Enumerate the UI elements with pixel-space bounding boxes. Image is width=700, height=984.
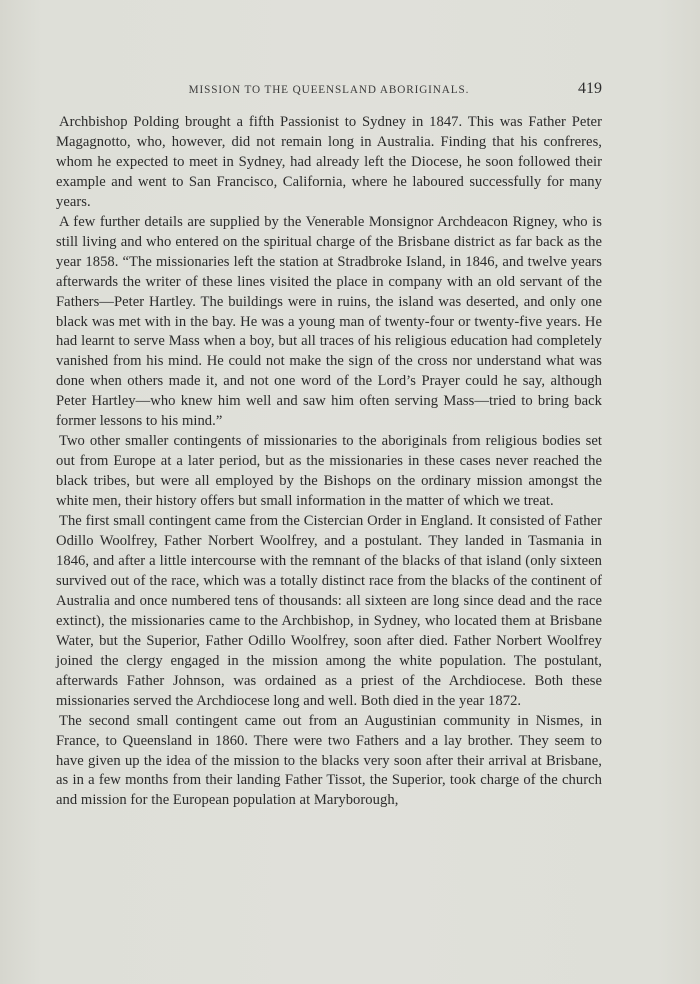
paragraph-smaller-contingents: Two other smaller contingents of missionaries to the aboriginals from religious bodies set out from Europe at a later period, but as the missionaries in these cases never reached the black tribes, but were all employed by the Bishops on the ordinary mission amongst the white men, their history offers but small information in the matter of which we treat. — [56, 433, 602, 510]
paragraph-rigney-account: A few further details are supplied by the Venerable Monsignor Archdeacon Rigney, who is still living and who entered on the spiritual charge of the Brisbane district as far back as the year 1858. “The missionaries left the station at Stradbroke Island, in 1846, and twelve years afterwards the writer of these lines visited the place in company with an old servant of the Fathers—Peter Hartley. The buildings were in ruins, the island was deserted, and only one black was met with in the bay. He was a young man of twenty-four or twenty-five years. He had learnt to serve Mass when a boy, but all traces of his religious education had completely vanished from his mind. He could not make the sign of the cross nor understand what was done when others made it, and not one word of the Lord’s Prayer could he say, although Peter Hartley—who knew him well and saw him often serving Mass—tried to bring back former lessons to his mind.” — [56, 213, 602, 430]
body-text — [56, 113, 602, 811]
paragraph-augustinian-contingent: The second small contingent came out from an Augustinian community in Nismes, in France, to Queensland in 1860. There were two Fathers and a lay brother. They seem to have given up the idea of the mission to the blacks very soon after their arrival at Brisbane, as in a few months from their landing Father Tissot, the Superior, took charge of the church and mission for the European population at Maryborough, — [56, 712, 602, 809]
running-title: MISSION TO THE QUEENSLAND ABORIGINALS. — [188, 84, 470, 96]
page-number: 419 — [578, 80, 602, 97]
running-header — [56, 80, 602, 102]
paragraph-polding-passionist: Archbishop Polding brought a fifth Passionist to Sydney in 1847. This was Father Peter Magagnotto, who, however, did not remain long in Australia. Finding that his confreres, whom he expected to meet in Sydney, had already left the Diocese, he soon followed their example and went to San Francisco, California, where he laboured successfully for many years. — [56, 114, 602, 210]
paragraph-cistercian-contingent: The first small contingent came from the Cistercian Order in England. It consisted of Father Odillo Woolfrey, Father Norbert Woolfrey, and a postulant. They landed in Tasmania in 1846, and after a little intercourse with the remnant of the blacks of that island (only sixteen survived out of the race, which was a totally distinct race from the blacks of the continent of Australia and once numbered tens of thousands: all sixteen are long since dead and the race extinct), the missionaries came to the Archbishop, in Sydney, who located them at Brisbane Water, but the Superior, Father Odillo Woolfrey, soon after died. Father Norbert Woolfrey joined the clergy engaged in the mission among the white population. The postulant, afterwards Father Johnson, was ordained as a priest of the Archdiocese. Both these missionaries served the Archdiocese long and well. Both died in the year 1872. — [56, 513, 602, 709]
